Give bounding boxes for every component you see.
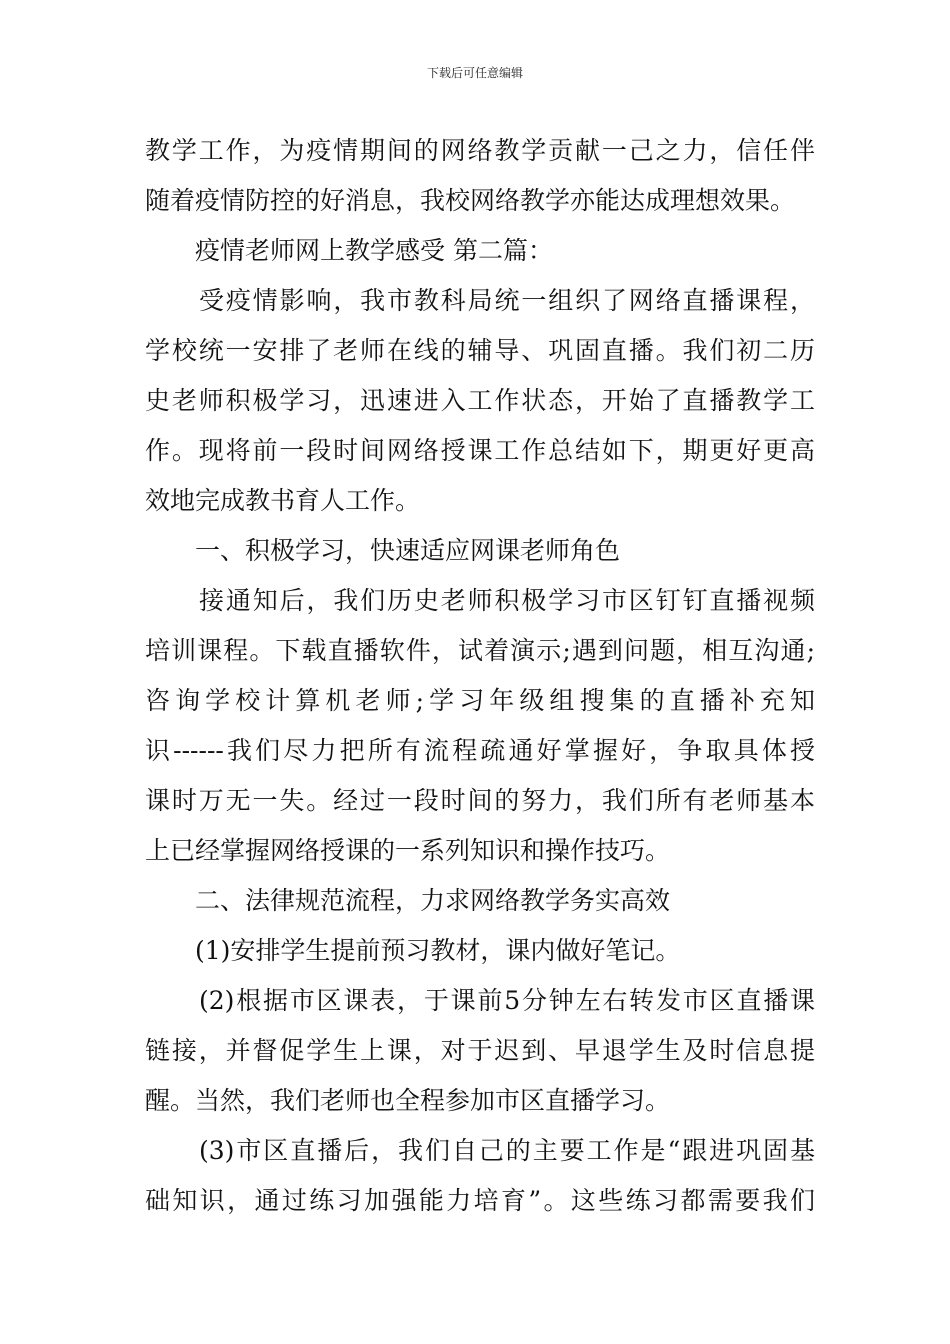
text-line: 受疫情影响，我市教科局统一组织了网络直播课程， (199, 286, 815, 315)
text-line: 醒。当然，我们老师也全程参加市区直播学习。 (145, 1086, 671, 1115)
text-line: 教学工作，为疫情期间的网络教学贡献一己之力，信任伴 (145, 136, 815, 165)
text-line: 上已经掌握网络授课的一系列知识和操作技巧。 (145, 836, 671, 865)
list-item: (2)根据市区课表，于课前5分钟左右转发市区直播课 (199, 986, 815, 1015)
text-line: 课时万无一失。经过一段时间的努力，我们所有老师基本 (145, 786, 815, 815)
list-item: (1)安排学生提前预习教材，课内做好笔记。 (195, 936, 681, 965)
text-line: 史老师积极学习，迅速进入工作状态，开始了直播教学工 (145, 386, 815, 415)
document-body (145, 126, 815, 1226)
text-line: 随着疫情防控的好消息，我校网络教学亦能达成理想效果。 (145, 186, 796, 215)
section-heading: 二、法律规范流程，力求网络教学务实高效 (195, 886, 671, 915)
text-line: 培训课程。下载直播软件，试着演示;遇到问题，相互沟通; (145, 636, 815, 665)
text-line: 咨询学校计算机老师;学习年级组搜集的直播补充知 (145, 686, 815, 715)
text-line: 效地完成教书育人工作。 (145, 486, 421, 515)
list-item: (3)市区直播后，我们自己的主要工作是“跟进巩固基 (199, 1136, 815, 1165)
text-line: 链接，并督促学生上课，对于迟到、早退学生及时信息提 (145, 1036, 815, 1065)
text-line: 接通知后，我们历史老师积极学习市区钉钉直播视频 (199, 586, 815, 615)
text-line: 础知识，通过练习加强能力培育”。这些练习都需要我们 (145, 1186, 815, 1215)
text-line: 识------我们尽力把所有流程疏通好掌握好，争取具体授 (145, 736, 815, 765)
text-line: 学校统一安排了老师在线的辅导、巩固直播。我们初二历 (145, 336, 815, 365)
page-header-note: 下载后可任意编辑 (426, 66, 523, 80)
text-line: 作。现将前一段时间网络授课工作总结如下，期更好更高 (145, 436, 815, 465)
section-heading: 疫情老师网上教学感受 第二篇： (195, 236, 553, 265)
section-heading: 一、积极学习，快速适应网课老师角色 (195, 536, 621, 565)
